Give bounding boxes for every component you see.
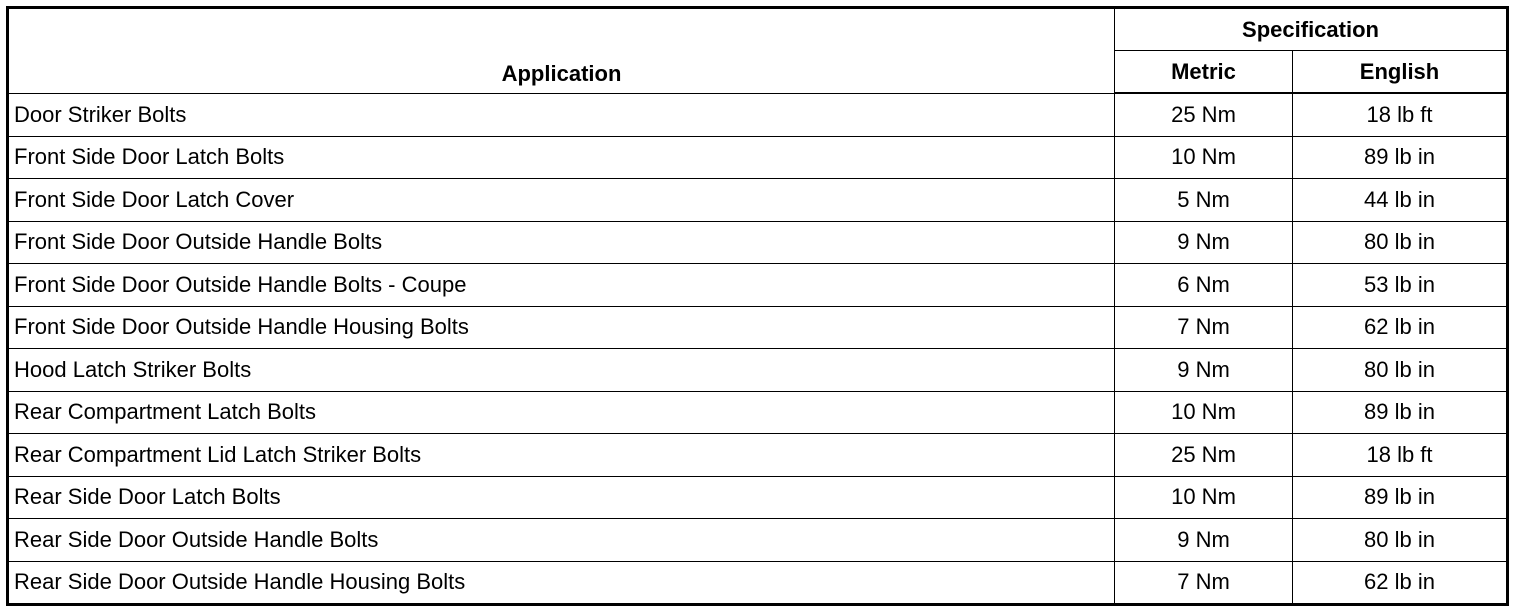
metric-cell: 9 Nm (1115, 519, 1293, 562)
english-cell: 89 lb in (1293, 476, 1508, 519)
english-cell: 62 lb in (1293, 561, 1508, 605)
metric-cell: 9 Nm (1115, 221, 1293, 264)
table-row (8, 306, 1508, 349)
metric-cell: 5 Nm (1115, 179, 1293, 222)
metric-cell: 25 Nm (1115, 434, 1293, 477)
table-row (8, 93, 1508, 136)
table-row (8, 264, 1508, 307)
metric-cell: 9 Nm (1115, 349, 1293, 392)
table-row (8, 349, 1508, 392)
english-cell: 80 lb in (1293, 519, 1508, 562)
fastener-spec-table (6, 6, 1509, 606)
metric-column-header: Metric (1115, 51, 1293, 94)
table-row (8, 561, 1508, 605)
application-cell: Hood Latch Striker Bolts (8, 349, 1115, 392)
application-cell: Rear Side Door Outside Handle Bolts (8, 519, 1115, 562)
application-cell: Rear Compartment Lid Latch Striker Bolts (8, 434, 1115, 477)
table-row (8, 434, 1508, 477)
table-row (8, 519, 1508, 562)
metric-cell: 6 Nm (1115, 264, 1293, 307)
english-cell: 53 lb in (1293, 264, 1508, 307)
application-cell: Rear Compartment Latch Bolts (8, 391, 1115, 434)
english-cell: 18 lb ft (1293, 434, 1508, 477)
metric-cell: 7 Nm (1115, 306, 1293, 349)
application-cell: Front Side Door Latch Bolts (8, 136, 1115, 179)
english-column-header: English (1293, 51, 1508, 94)
metric-cell: 10 Nm (1115, 391, 1293, 434)
english-cell: 89 lb in (1293, 391, 1508, 434)
application-cell: Front Side Door Outside Handle Bolts - Coupe (8, 264, 1115, 307)
table-header (8, 8, 1508, 94)
specification-column-header: Specification (1115, 8, 1508, 51)
metric-cell: 10 Nm (1115, 136, 1293, 179)
application-cell: Door Striker Bolts (8, 93, 1115, 136)
application-cell: Front Side Door Latch Cover (8, 179, 1115, 222)
table-row (8, 179, 1508, 222)
metric-cell: 7 Nm (1115, 561, 1293, 605)
english-cell: 18 lb ft (1293, 93, 1508, 136)
metric-cell: 25 Nm (1115, 93, 1293, 136)
table-row (8, 136, 1508, 179)
english-cell: 89 lb in (1293, 136, 1508, 179)
table-row (8, 476, 1508, 519)
english-cell: 62 lb in (1293, 306, 1508, 349)
metric-cell: 10 Nm (1115, 476, 1293, 519)
english-cell: 44 lb in (1293, 179, 1508, 222)
application-column-header: Application (8, 8, 1115, 94)
header-row-top (8, 8, 1508, 51)
table-row (8, 221, 1508, 264)
application-cell: Rear Side Door Latch Bolts (8, 476, 1115, 519)
english-cell: 80 lb in (1293, 349, 1508, 392)
table-row (8, 391, 1508, 434)
application-cell: Front Side Door Outside Handle Bolts (8, 221, 1115, 264)
english-cell: 80 lb in (1293, 221, 1508, 264)
application-cell: Rear Side Door Outside Handle Housing Bolts (8, 561, 1115, 605)
application-cell: Front Side Door Outside Handle Housing Bolts (8, 306, 1115, 349)
table-body (8, 93, 1508, 605)
